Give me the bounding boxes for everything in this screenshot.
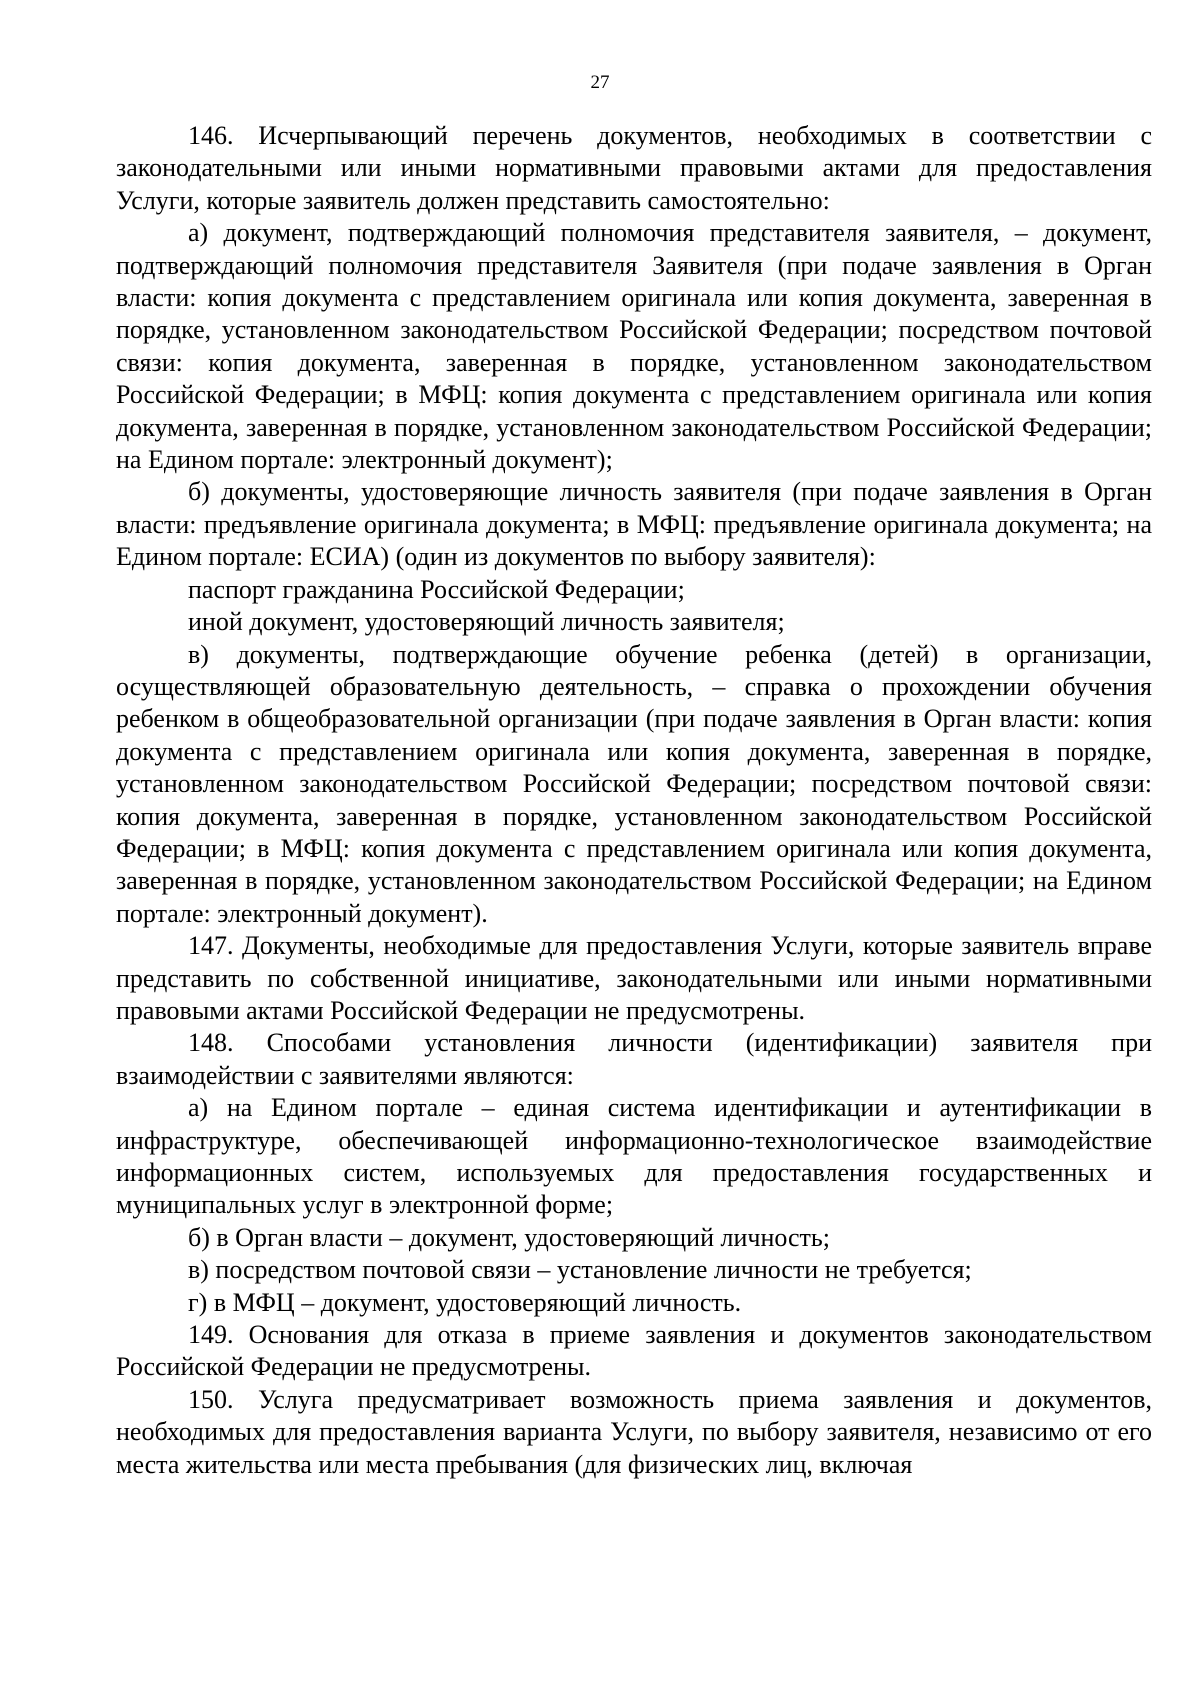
paragraph-146-b-passport: паспорт гражданина Российской Федерации; [188,574,685,604]
paragraph-150: 150. Услуга предусматривает возможность приема заявления и документов, необходимых для предоставления варианта Услуги, по выбору заявителя, независимо от его места жительства или места пребывания (для физических лиц, включая [116,1384,1152,1479]
paragraph-148: 148. Способами установления личности (идентификации) заявителя при взаимодействии с заявителями являются: [116,1028,1152,1090]
paragraph-147: 147. Документы, необходимые для предоставления Услуги, которые заявитель вправе представить по собственной инициативе, законодательными или иными нормативными правовыми актами Российской Федерации не предусмотрены. [116,931,1152,1025]
paragraph-148-a: а) на Едином портале – единая система идентификации и аутентификации в инфраструктуре, обеспечивающей информационно-технологическое взаимодействие информационных систем, используемых для предоставления государственных и муниципальных услуг в электронной форме; [116,1093,1152,1220]
paragraph-146-b-other-id: иной документ, удостоверяющий личность заявителя; [188,607,785,637]
paragraph-146-b: б) документы, удостоверяющие личность заявителя (при подаче заявления в Орган власти: предъявление оригинала документа; в МФЦ: предъявление оригинала документа; на Едином портале: ЕСИА) (один из документов по выбору заявителя): [116,477,1152,572]
paragraph-148-b: б) в Орган власти – документ, удостоверяющий личность; [188,1222,830,1252]
paragraph-148-v: в) посредством почтовой связи – установление личности не требуется; [188,1255,972,1285]
paragraph-146-a: а) документ, подтверждающий полномочия представителя заявителя, – документ, подтверждающий полномочия представителя Заявителя (при подаче заявления в Орган власти: копия документа с представлением оригинала или копия документа, заверенная в порядке, установленном законодательством Российской Федерации; посредством почтовой связи: копия документа, заверенная в порядке, установленном законодательством Российской Федерации; в МФЦ: копия документа с представлением оригинала или копия документа, заверенная в порядке, установленном законодательством Российской Федерации; на Едином портале: электронный документ); [116,218,1152,475]
paragraph-146: 146. Исчерпывающий перечень документов, необходимых в соответствии с законодательными или иными нормативными правовыми актами для предоставления Услуги, которые заявитель должен представить самостоятельно: [116,121,1152,215]
paragraph-148-g: г) в МФЦ – документ, удостоверяющий личность. [188,1287,742,1317]
page-number: 27 [590,72,610,93]
document-body [116,120,1152,1481]
paragraph-146-v: в) документы, подтверждающие обучение ребенка (детей) в организации, осуществляющей образовательную деятельность, – справка о прохождении обучения ребенком в общеобразовательной организации (при подаче заявления в Орган власти: копия документа с представлением оригинала или копия документа, заверенная в порядке, установленном законодательством Российской Федерации; посредством почтовой связи: копия документа, заверенная в порядке, установленном законодательством Российской Федерации; в МФЦ: копия документа с представлением оригинала или копия документа, заверенная в порядке, установленном законодательством Российской Федерации; на Едином портале: электронный документ). [116,639,1152,928]
paragraph-149: 149. Основания для отказа в приеме заявления и документов законодательством Российской Федерации не предусмотрены. [116,1320,1152,1382]
